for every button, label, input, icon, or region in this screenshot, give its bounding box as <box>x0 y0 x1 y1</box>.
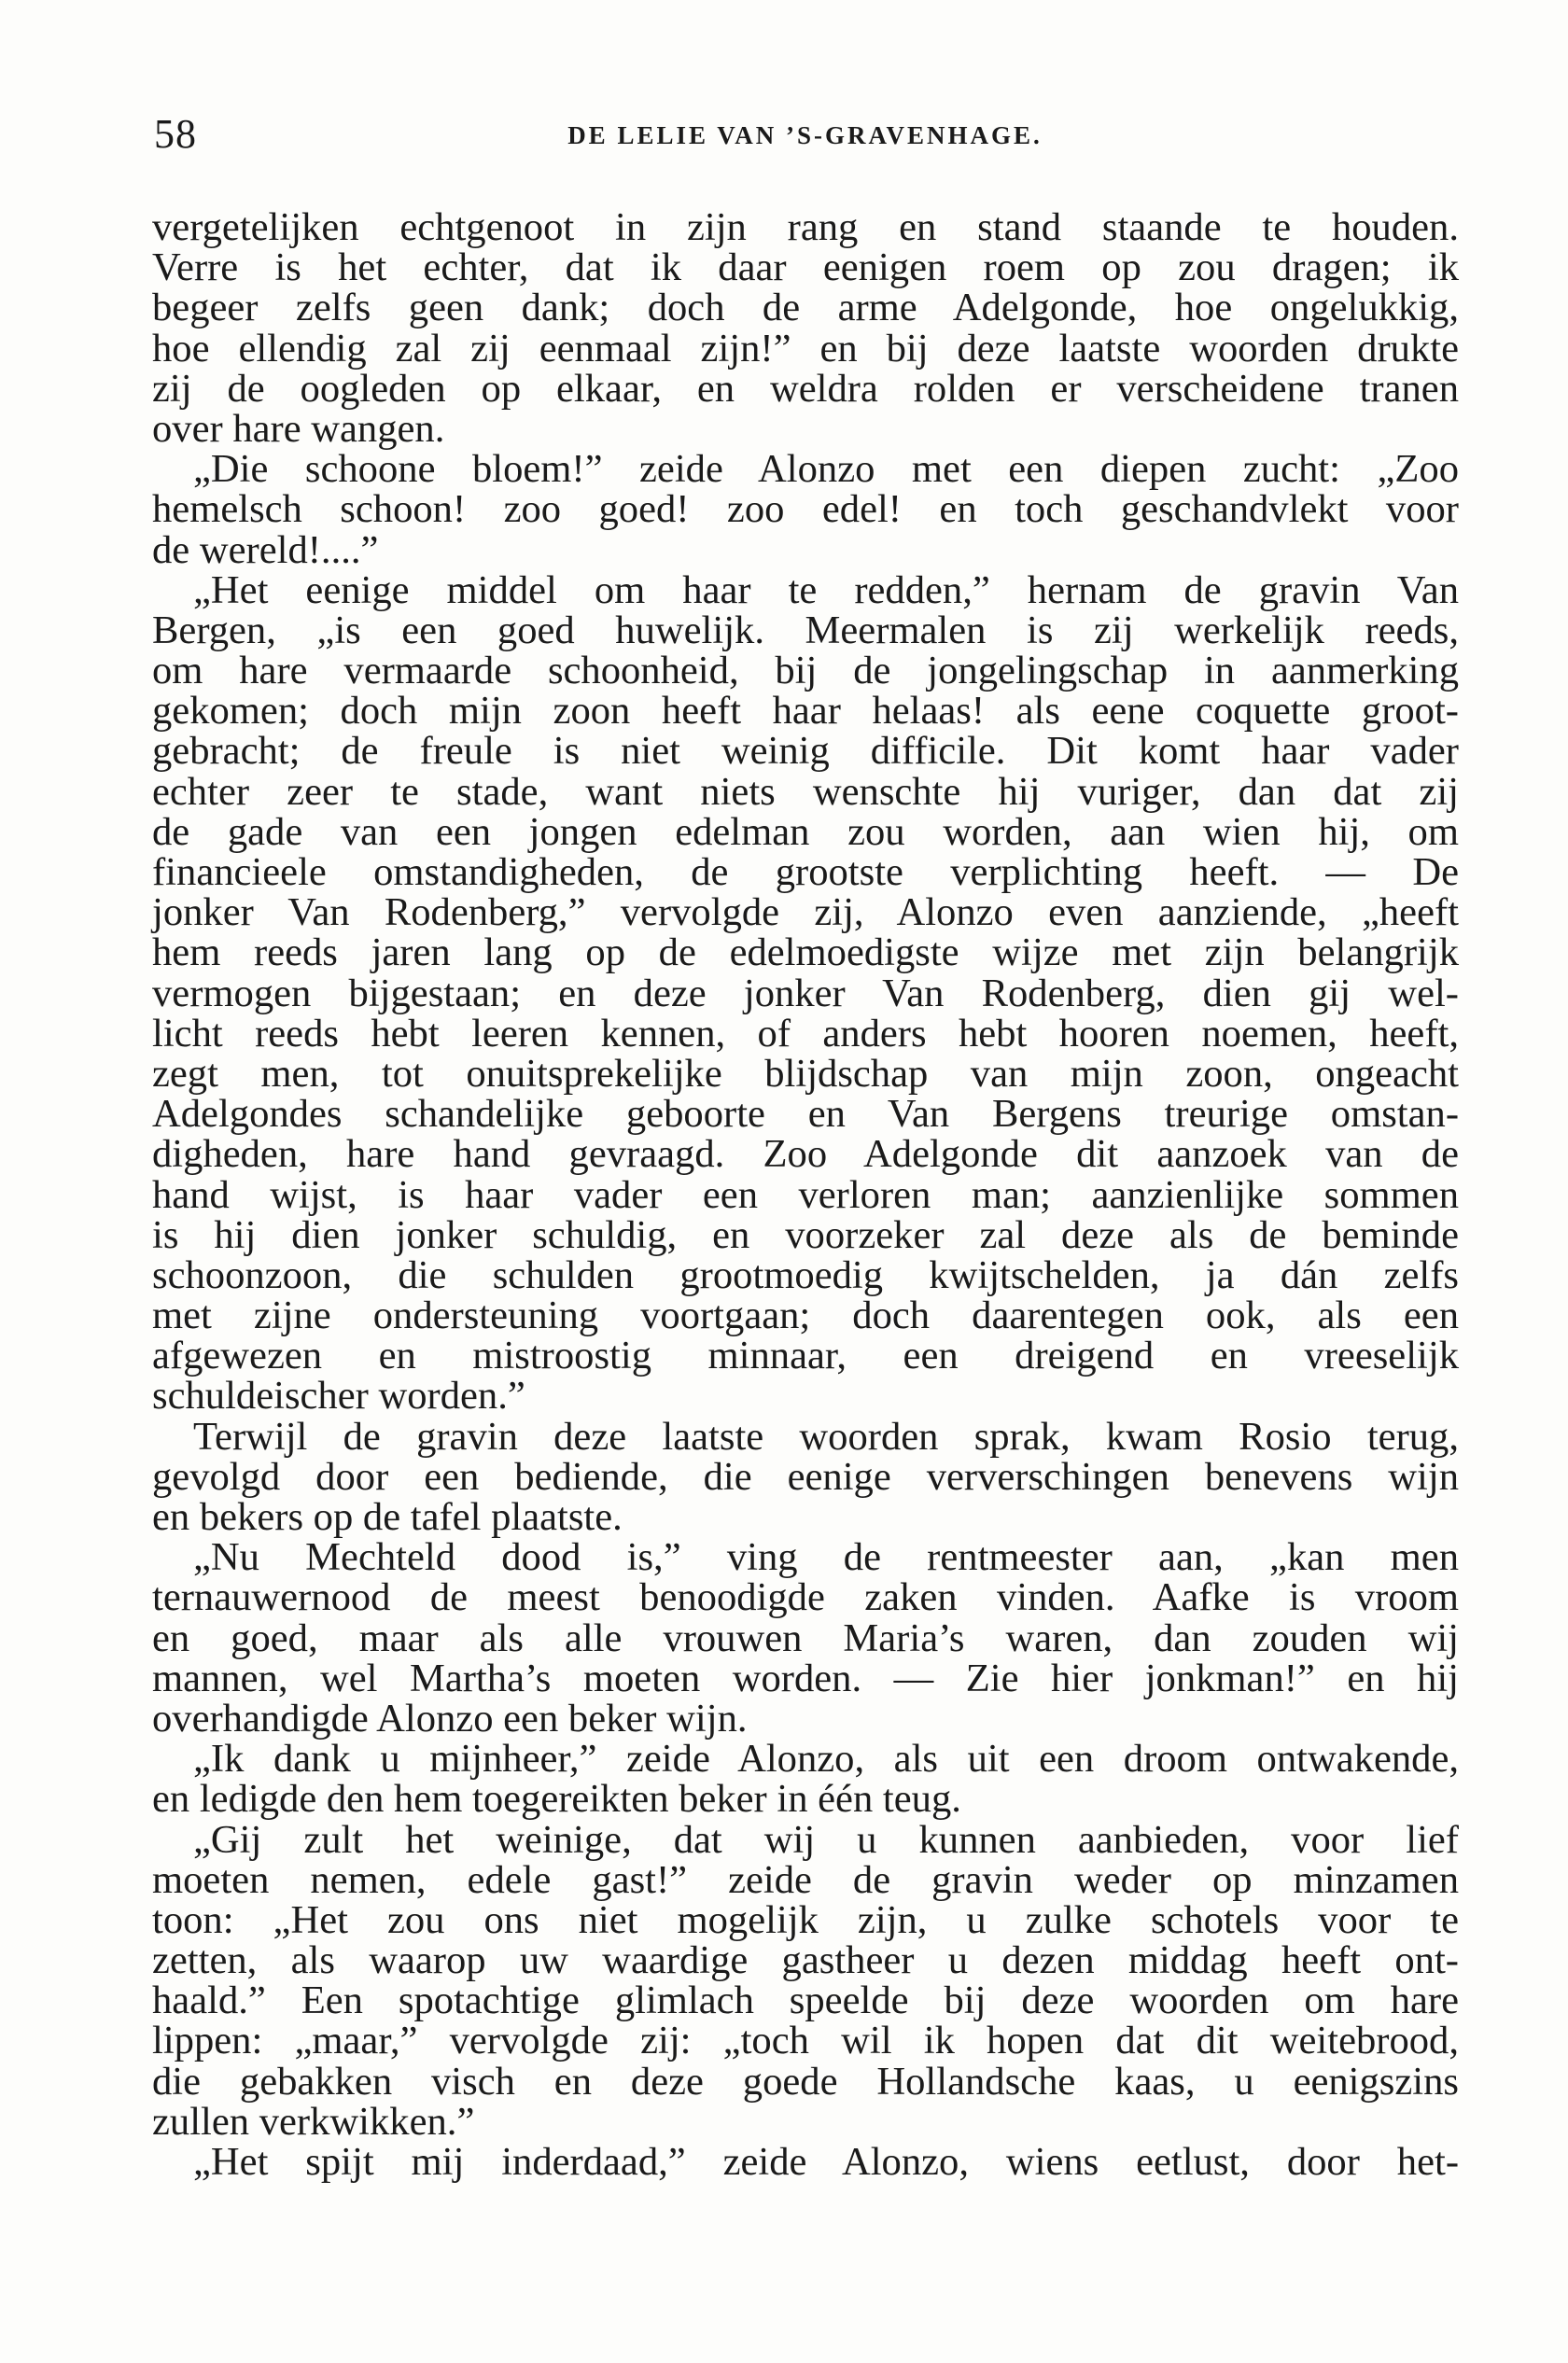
text-line: schuldeischer worden.” <box>152 1374 525 1419</box>
text-line: „Die schoone bloem!” zeide Alonzo met een diepen zucht: „Zoo <box>193 447 1459 492</box>
text-line: zij de oogleden op elkaar, en weldra rolden er verscheidene tranen <box>152 366 1459 411</box>
text-line: en ledigde den hem toegereikten beker in één teug. <box>152 1777 961 1822</box>
text-line: „Het spijt mij inderdaad,” zeide Alonzo, wiens eetlust, door het- <box>193 2140 1459 2184</box>
text-line: afgewezen en mistroostig minnaar, een dreigend en vreeselijk <box>152 1334 1459 1378</box>
text-line: „Ik dank u mijnheer,” zeide Alonzo, als uit een droom ontwakende, <box>193 1737 1459 1782</box>
text-line: „Nu Mechteld dood is,” ving de rentmeester aan, „kan men <box>193 1535 1459 1580</box>
text-line: begeer zelfs geen dank; doch de arme Adelgonde, hoe ongelukkig, <box>152 286 1459 330</box>
text-line: echter zeer te stade, want niets wenschte hij vuriger, dan dat zij <box>152 769 1459 814</box>
text-line: vergetelijken echtgenoot in zijn rang en stand staande te houden. <box>152 205 1459 249</box>
text-line: moeten nemen, edele gast!” zeide de gravin weder op minzamen <box>152 1857 1459 1902</box>
text-line: vermogen bijgestaan; en deze jonker Van Rodenberg, dien gij wel- <box>152 971 1459 1015</box>
text-line: „Het eenige middel om haar te redden,” hernam de gravin Van <box>193 567 1459 612</box>
text-line: financieele omstandigheden, de grootste verplichting heeft. — De <box>152 850 1459 894</box>
text-line: schoonzoon, die schulden grootmoedig kwijtschelden, ja dán zelfs <box>152 1252 1459 1297</box>
text-line: „Gij zult het weinige, dat wij u kunnen aanbieden, voor lief <box>193 1817 1459 1862</box>
text-line: hem reeds jaren lang op de edelmoedigste wijze met zijn belangrijk <box>152 930 1459 975</box>
text-line: haald.” Een spotachtige glimlach speelde bij deze woorden om hare <box>152 1978 1459 2023</box>
running-head: DE LELIE VAN ’S-GRAVENHAGE. <box>567 121 1043 149</box>
text-line: Terwijl de gravin deze laatste woorden sprak, kwam Rosio terug, <box>193 1414 1459 1459</box>
text-line: Adelgondes schandelijke geboorte en Van Bergens treurige omstan- <box>152 1092 1459 1137</box>
text-line: ternauwernood de meest benoodigde zaken vinden. Aafke is vroom <box>152 1575 1459 1620</box>
text-line: om hare vermaarde schoonheid, bij de jongelingschap in aanmerking <box>152 649 1459 693</box>
text-line: hand wijst, is haar vader een verloren man; aanzienlijke sommen <box>152 1172 1459 1217</box>
text-line: hemelsch schoon! zoo goed! zoo edel! en toch geschandvlekt voor <box>152 487 1459 532</box>
page-number: 58 <box>154 111 197 157</box>
text-line: is hij dien jonker schuldig, en voorzeker zal deze als de beminde <box>152 1212 1459 1257</box>
text-line: de gade van een jongen edelman zou worden, aan wien hij, om <box>152 809 1459 854</box>
text-line: toon: „Het zou ons niet mogelijk zijn, u zulke schotels voor te <box>152 1897 1459 1942</box>
text-line: gebracht; de freule is niet weinig difficile. Dit komt haar vader <box>152 729 1459 774</box>
text-line: zetten, als waarop uw waardige gastheer u dezen middag heeft ont- <box>152 1938 1459 1983</box>
text-line: licht reeds hebt leeren kennen, of anders hebt hooren noemen, heeft, <box>152 1011 1459 1056</box>
text-line: digheden, hare hand gevraagd. Zoo Adelgonde dit aanzoek van de <box>152 1132 1459 1177</box>
text-line: met zijne ondersteuning voortgaan; doch daarentegen ook, als een <box>152 1293 1459 1338</box>
text-line: gevolgd door een bediende, die eenige ververschingen benevens wijn <box>152 1454 1459 1499</box>
text-line: Verre is het echter, dat ik daar eenigen roem op zou dragen; ik <box>152 245 1459 290</box>
text-line: lippen: „maar,” vervolgde zij: „toch wil ik hopen dat dit weitebrood, <box>152 2019 1459 2063</box>
text-line: hoe ellendig zal zij eenmaal zijn!” en bij deze laatste woorden drukte <box>152 326 1459 371</box>
text-line: de wereld!....” <box>152 527 379 572</box>
text-line: die gebakken visch en deze goede Hollandsche kaas, u eenigszins <box>152 2059 1459 2104</box>
text-line: Bergen, „is een goed huwelijk. Meermalen is zij werkelijk reeds, <box>152 608 1459 652</box>
text-line: jonker Van Rodenberg,” vervolgde zij, Alonzo even aanziende, „heeft <box>152 890 1459 935</box>
text-line: gekomen; doch mijn zoon heeft haar helaas! als eene coquette groot- <box>152 689 1459 734</box>
text-line: zullen verkwikken.” <box>152 2099 475 2144</box>
page-header <box>154 101 1456 157</box>
text-line: mannen, wel Martha’s moeten worden. — Zie hier jonkman!” en hij <box>152 1656 1459 1700</box>
text-line: overhandigde Alonzo een beker wijn. <box>152 1696 748 1741</box>
text-line: en bekers op de tafel plaatste. <box>152 1495 623 1539</box>
text-line: zegt men, tot onuitsprekelijke blijdschap van mijn zoon, ongeacht <box>152 1051 1459 1096</box>
text-line: en goed, maar als alle vrouwen Maria’s waren, dan zouden wij <box>152 1615 1459 1660</box>
text-line: over hare wangen. <box>152 406 445 451</box>
body-text <box>152 207 1459 2182</box>
